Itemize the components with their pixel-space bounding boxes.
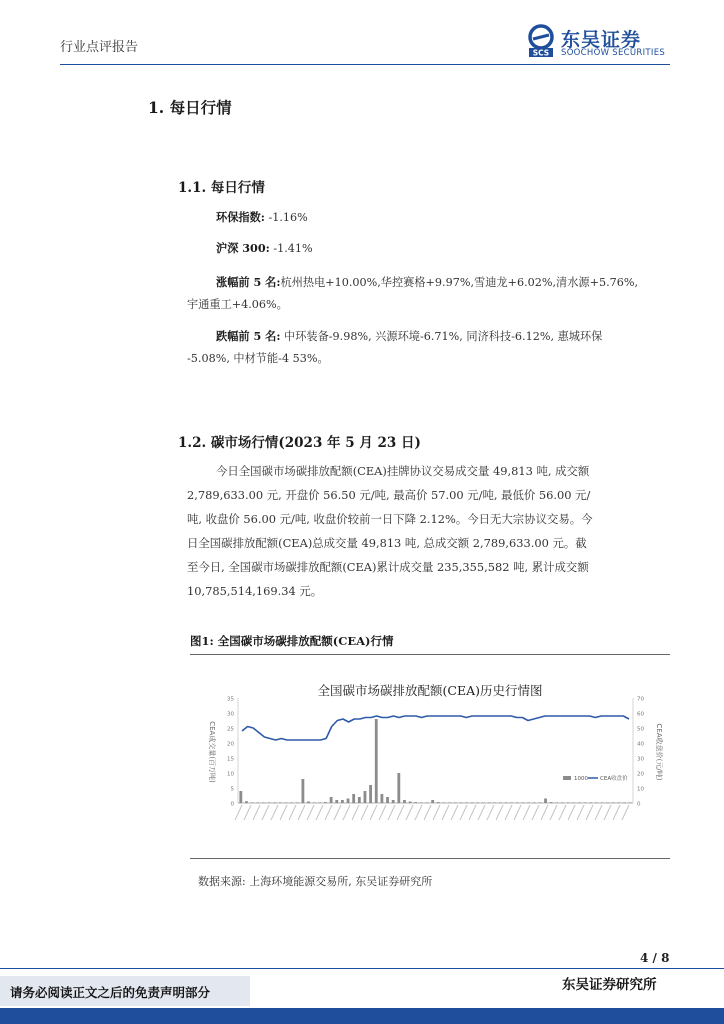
x-tick-label [361, 805, 368, 820]
x-tick-label [307, 805, 314, 820]
hs300-value: -1.41% [269, 242, 313, 255]
volume-bar [352, 794, 355, 803]
x-tick-label [352, 805, 359, 820]
volume-bar [510, 802, 513, 803]
volume-bar [347, 799, 350, 804]
y-tick-left: 20 [227, 741, 234, 748]
x-tick-label [253, 805, 260, 820]
gainers-label: 涨幅前 5 名: [216, 275, 281, 289]
x-tick-label [442, 805, 449, 820]
y-axis-label-left: CEA成交量(百万吨) [208, 721, 216, 783]
volume-bar [420, 802, 423, 803]
y-tick-right: 0 [637, 801, 641, 808]
volume-bar [516, 802, 519, 803]
section-1-2-title: 1.2. 碳市场行情(2023 年 5 月 23 日) [178, 435, 421, 451]
y-tick-left: 35 [227, 696, 234, 703]
volume-bar [589, 802, 592, 803]
x-tick-label [568, 805, 575, 820]
x-tick-label [586, 805, 593, 820]
volume-bar [522, 802, 525, 803]
x-tick-label [451, 805, 458, 820]
volume-bar [443, 802, 446, 803]
x-tick-label [478, 805, 485, 820]
volume-bar [482, 802, 485, 803]
volume-bar [617, 802, 620, 803]
x-tick-label [262, 805, 269, 820]
volume-bar [380, 794, 383, 803]
volume-bar [567, 802, 570, 803]
carbon-paragraph-line-4: 日全国碳排放配额(CEA)总成交量 49,813 吨, 总成交额 2,789,633.00 元。截 [187, 536, 587, 550]
x-tick-label [334, 805, 341, 820]
section-1-1-title: 1.1. 每日行情 [178, 180, 265, 196]
volume-bar [465, 802, 468, 803]
volume-bar [499, 802, 502, 803]
logo-mark-text: SCS [532, 48, 550, 58]
y-tick-left: 10 [227, 771, 234, 778]
volume-bar [561, 802, 564, 803]
x-tick-label [541, 805, 548, 820]
volume-bar [448, 802, 451, 803]
y-tick-left: 30 [227, 711, 234, 718]
volume-bar [256, 802, 259, 803]
y-tick-left: 0 [230, 801, 234, 808]
x-tick-label [298, 805, 305, 820]
volume-bar [527, 802, 530, 803]
x-tick-label [280, 805, 287, 820]
footer-divider [0, 968, 724, 969]
volume-bar [335, 800, 338, 803]
volume-bar [476, 802, 479, 803]
carbon-paragraph-line-1: 今日全国碳市场碳排放配额(CEA)挂牌协议交易成交量 49,813 吨, 成交额 [216, 464, 590, 478]
data-source: 数据来源: 上海环境能源交易所, 东吴证券研究所 [198, 875, 433, 888]
volume-bar [386, 797, 389, 803]
close-price-line [242, 716, 629, 740]
volume-bar [437, 802, 440, 803]
volume-bar [296, 802, 299, 803]
x-tick-label [595, 805, 602, 820]
hs300-label: 沪深 300: [216, 241, 270, 255]
x-tick-label [424, 805, 431, 820]
volume-bar [324, 802, 327, 803]
volume-bar [290, 802, 293, 803]
volume-bar [364, 791, 367, 803]
x-tick-label [316, 805, 323, 820]
x-tick-label [514, 805, 521, 820]
volume-bar [426, 802, 429, 803]
volume-bar [330, 797, 333, 803]
volume-bar [578, 802, 581, 803]
x-tick-label [505, 805, 512, 820]
x-tick-label [559, 805, 566, 820]
y-tick-left: 15 [227, 756, 234, 763]
x-tick-label [469, 805, 476, 820]
figure-caption: 图1: 全国碳市场碳排放配额(CEA)行情 [190, 634, 394, 648]
volume-bar [369, 785, 372, 803]
volume-bar [279, 802, 282, 803]
volume-bar [471, 802, 474, 803]
y-tick-left: 5 [230, 786, 234, 793]
volume-bar [572, 802, 575, 803]
volume-bar [550, 802, 553, 803]
volume-bar [245, 801, 248, 803]
x-tick-label [415, 805, 422, 820]
carbon-paragraph-line-2: 2,789,633.00 元, 开盘价 56.50 元/吨, 最高价 57.00 元/吨, 最低价 56.00 元/ [187, 488, 591, 502]
y-tick-right: 20 [637, 771, 644, 778]
volume-bar [285, 802, 288, 803]
x-tick-label [550, 805, 557, 820]
volume-bar [301, 779, 304, 803]
carbon-paragraph-line-6: 10,785,514,169.34 元。 [187, 584, 323, 598]
losers-text: 中环装备-9.98%, 兴源环境-6.71%, 同济科技-6.12%, 惠城环保 [280, 330, 603, 343]
legend-volume-swatch [563, 776, 571, 780]
x-tick-label [496, 805, 503, 820]
legend-price-label: CEA收盘价 [600, 776, 628, 782]
volume-bar [262, 802, 265, 803]
volume-bar [273, 802, 276, 803]
gainers-line-2: 宇通重工+4.06%。 [187, 298, 288, 311]
volume-bar [544, 799, 547, 804]
y-tick-left: 25 [227, 726, 234, 733]
env-index-value: -1.16% [264, 211, 308, 224]
volume-bar [403, 800, 406, 803]
volume-bar [268, 802, 271, 803]
volume-bar [454, 802, 457, 803]
x-tick-label [235, 805, 242, 820]
footer-bar [0, 1008, 724, 1024]
volume-bar [612, 802, 615, 803]
chart-title: 全国碳市场碳排放配额(CEA)历史行情图 [317, 683, 543, 698]
x-tick-label [379, 805, 386, 820]
volume-bar [239, 791, 242, 803]
carbon-paragraph-line-5: 至今日, 全国碳市场碳排放配额(CEA)累计成交量 235,355,582 吨, 累计成交额 [187, 560, 589, 574]
brand-name-cn: 东吴证券 [561, 29, 642, 51]
disclaimer-box [0, 976, 250, 1006]
y-axis-label-right: CEA收盘价(元/吨) [655, 723, 663, 781]
volume-bar [459, 802, 462, 803]
volume-bar [629, 802, 632, 803]
x-tick-label [460, 805, 467, 820]
page-number: 4 / 8 [640, 951, 670, 965]
volume-bar [313, 802, 316, 803]
volume-bar [375, 719, 378, 803]
volume-bar [505, 802, 508, 803]
volume-bar [538, 802, 541, 803]
x-tick-label [532, 805, 539, 820]
volume-bar [358, 797, 361, 803]
y-tick-right: 60 [637, 711, 644, 718]
footer-brand: 东吴证券研究所 [562, 977, 657, 993]
y-tick-right: 30 [637, 756, 644, 763]
volume-bar [623, 802, 626, 803]
x-tick-label [577, 805, 584, 820]
volume-bar [307, 802, 310, 804]
legend-volume-label: 1000 [574, 776, 588, 782]
volume-bar [555, 802, 558, 803]
volume-bar [488, 802, 491, 803]
x-tick-label [397, 805, 404, 820]
volume-bar [392, 800, 395, 803]
x-tick-label [487, 805, 494, 820]
figure-bottom-rule [190, 858, 670, 859]
x-tick-label [289, 805, 296, 820]
volume-bar [584, 802, 587, 803]
volume-bar [601, 802, 604, 803]
report-type-label: 行业点评报告 [60, 40, 139, 55]
x-tick-label [523, 805, 530, 820]
y-tick-right: 10 [637, 786, 644, 793]
gainers-text: 杭州热电+10.00%,华控赛格+9.97%,雪迪龙+6.02%,清水源+5.76%, [280, 276, 639, 289]
volume-bar [493, 802, 496, 803]
x-tick-label [406, 805, 413, 820]
carbon-paragraph-line-3: 吨, 收盘价 56.00 元/吨, 收盘价较前一日下降 2.12%。今日无大宗协议交易。今 [187, 512, 593, 526]
y-tick-right: 50 [637, 726, 644, 733]
volume-bar [431, 800, 434, 803]
brand-name-en: SOOCHOW SECURITIES [561, 48, 666, 58]
x-tick-label [271, 805, 278, 820]
x-tick-label [325, 805, 332, 820]
volume-bar [409, 802, 412, 804]
x-tick-label [343, 805, 350, 820]
volume-bar [318, 802, 321, 803]
x-tick-label [622, 805, 629, 820]
x-tick-label [604, 805, 611, 820]
y-tick-right: 40 [637, 741, 644, 748]
volume-bar [341, 800, 344, 803]
section-1-title: 1. 每日行情 [148, 98, 232, 117]
volume-bar [397, 773, 400, 803]
x-tick-label [433, 805, 440, 820]
x-tick-label [613, 805, 620, 820]
y-tick-right: 70 [637, 696, 644, 703]
x-tick-label [370, 805, 377, 820]
env-index-label: 环保指数: [216, 210, 265, 224]
volume-bar [533, 802, 536, 803]
losers-line-2: -5.08%, 中材节能-4 53%。 [187, 352, 329, 365]
x-tick-label [244, 805, 251, 820]
x-tick-label [388, 805, 395, 820]
volume-bar [251, 802, 254, 803]
volume-bar [414, 802, 417, 803]
volume-bar [606, 802, 609, 803]
disclaimer-text: 请务必阅读正文之后的免责声明部分 [10, 985, 211, 1000]
losers-label: 跌幅前 5 名: [216, 329, 281, 343]
volume-bar [595, 802, 598, 803]
